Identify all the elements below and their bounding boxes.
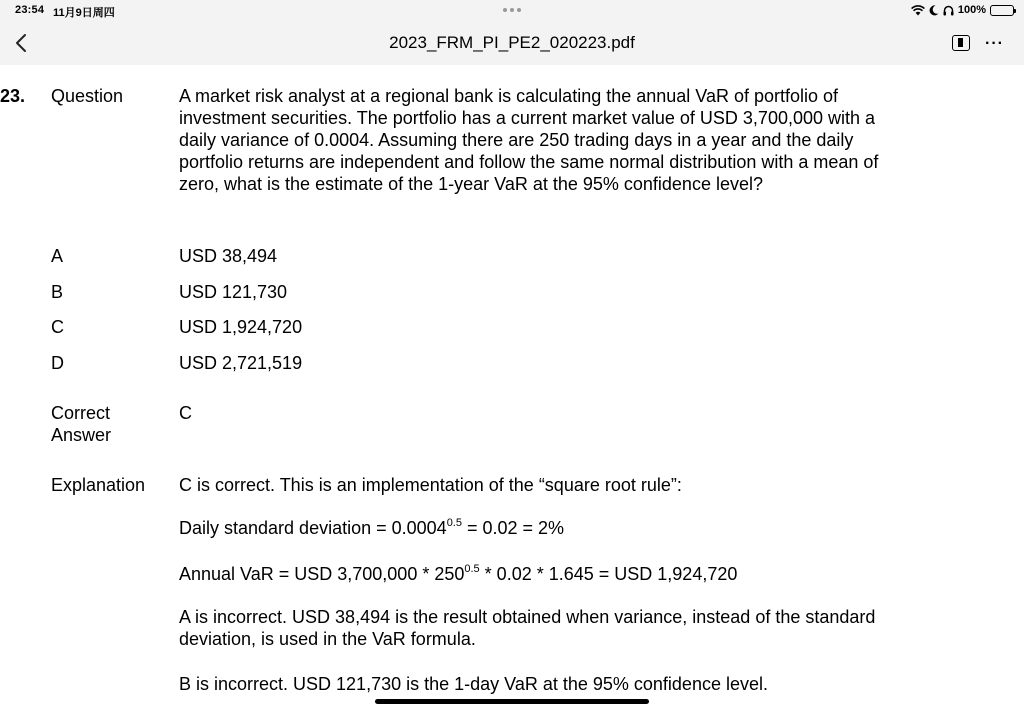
correct-answer-label: Correct Answer [51, 403, 112, 445]
battery-percent: 100% [957, 4, 986, 16]
moon-icon [929, 5, 939, 16]
document-title: 2023_FRM_PI_PE2_020223.pdf [389, 33, 635, 52]
question-number: 23. [0, 86, 26, 106]
status-date: 11月9日周四 [53, 7, 115, 19]
option-text: USD 38,494 [179, 246, 278, 266]
top-chrome [0, 0, 1024, 65]
correct-answer-value: C [179, 403, 192, 423]
pdf-page [0, 65, 1024, 712]
home-indicator[interactable] [375, 699, 649, 704]
option-letter: D [51, 353, 64, 373]
multitasking-dots-icon[interactable] [503, 8, 521, 12]
explanation-b-incorrect: B is incorrect. USD 121,730 is the 1-day VaR at the 95% confidence level. [179, 674, 768, 694]
option-text: USD 1,924,720 [179, 317, 303, 337]
headphones-icon [943, 5, 954, 16]
more-options-icon[interactable]: ··· [985, 35, 1004, 52]
sidebar-toggle-icon[interactable] [952, 35, 970, 51]
explanation-intro: C is correct. This is an implementation of the “square root rule”: [179, 475, 682, 495]
option-text: USD 2,721,519 [179, 353, 303, 373]
question-label: Question [51, 86, 124, 106]
status-bar [0, 0, 1024, 22]
option-letter: C [51, 317, 64, 337]
explanation-a-incorrect: A is incorrect. USD 38,494 is the result obtained when variance, instead of the standard deviation, is used in the VaR formula. [179, 607, 876, 649]
option-text: USD 121,730 [179, 282, 288, 302]
option-letter: A [51, 246, 64, 266]
option-letter: B [51, 282, 64, 302]
explanation-label: Explanation [51, 475, 146, 495]
status-right [911, 3, 1014, 17]
battery-icon [990, 5, 1014, 16]
wifi-icon [911, 5, 925, 16]
daily-std-formula: Daily standard deviation = $0.0004^{0.5} = 0.02 = 2\%$ [179, 517, 565, 538]
status-time: 23:54 [15, 4, 45, 16]
annual-var-formula: Annual VaR = USD $3,700,000 * 250^{0.5} * 0.02 * 1.645$ = USD 1,924,720 [179, 563, 738, 584]
question-text: A market risk analyst at a regional bank is calculating the annual VaR of portfolio of investment securities. The portfolio has a current market value of USD 3,700,000 with a daily variance of 0.0004. Assuming there are 250 trading days in a year and the daily portfolio returns are independent and follow the same normal distribution with a mean of zero, what is the estimate of the 1-year VaR at the 95% confidence level? [179, 86, 879, 194]
